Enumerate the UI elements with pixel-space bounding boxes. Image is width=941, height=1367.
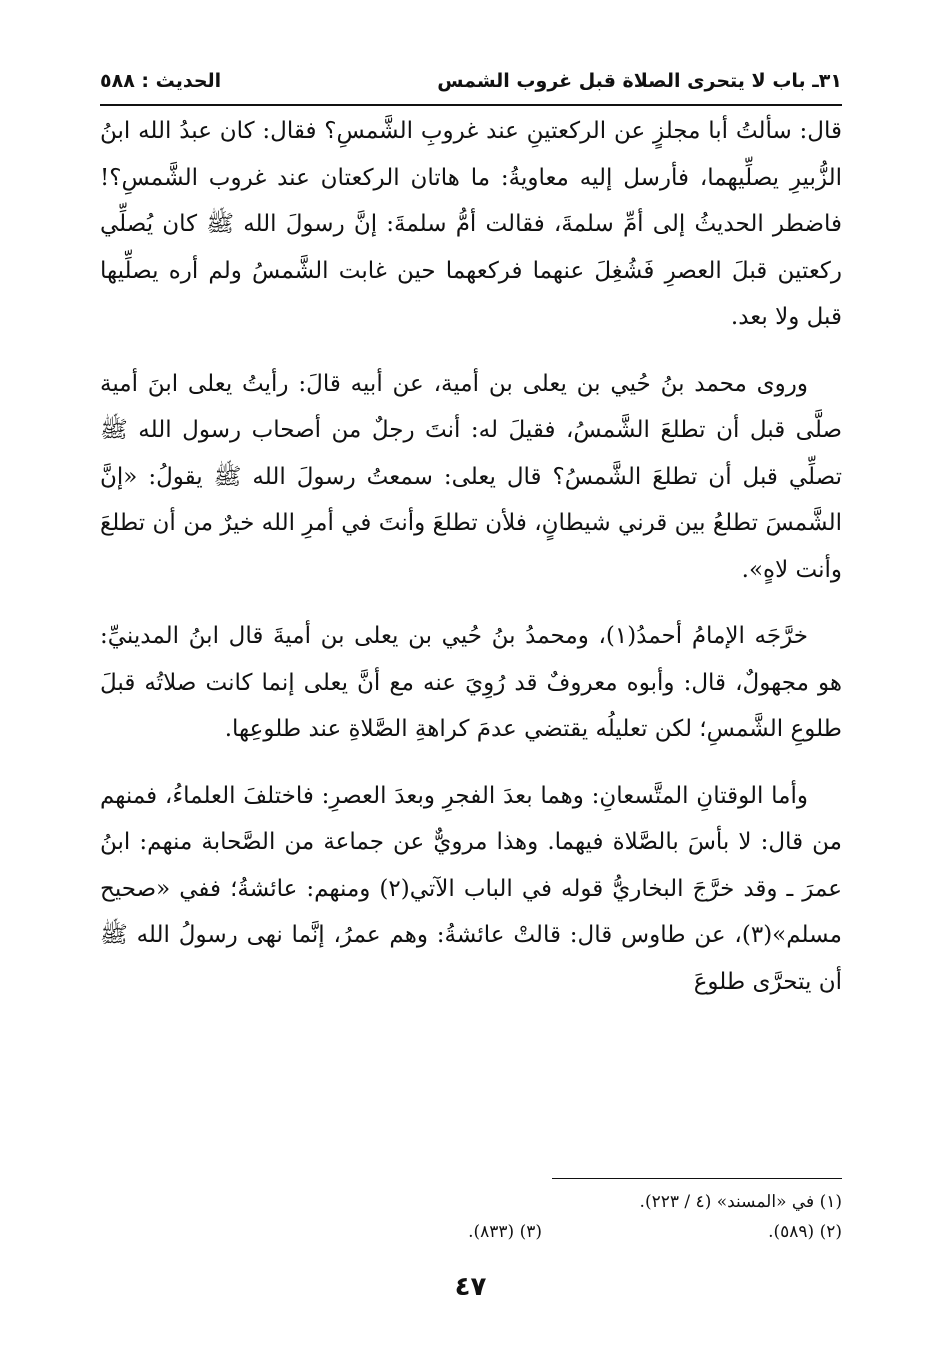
footnote-1: (١) في «المسند» (٤ / ٢٢٣). <box>639 1192 842 1212</box>
footnote-row <box>100 1217 842 1247</box>
hadith-reference: الحديث : ٥٨٨ <box>100 70 222 92</box>
paragraph: قال: سألتُ أبا مجلزٍ عن الركعتينِ عند غروبِ الشَّمسِ؟ فقال: كان عبدُ الله ابنُ الزُّبيرِ يصلِّيهما، فأرسل إليه معاويةُ: ما هاتان الركعتان عند غروب الشَّمسِ؟! فاضطر الحديثُ إلى أمِّ سلمةَ، فقالت أمُّ سلمةَ: إنَّ رسولَ الله ﷺ كان يُصلِّي ركعتين قبلَ العصرِ فَشُغِلَ عنهما فركعهما حين غابت الشَّمسُ ولم أره يصلِّيها قبل ولا بعد. <box>100 118 842 330</box>
footnotes <box>100 1178 842 1247</box>
chapter-title: ٣١ـ باب لا يتحرى الصلاة قبل غروب الشمس <box>437 70 842 92</box>
paragraph: وروى محمد بنُ حُيي بن يعلى بن أمية، عن أبيه قالَ: رأيتُ يعلى ابنَ أمية صلَّى قبل أن تطلعَ الشَّمسُ، فقيلَ له: أنتَ رجلٌ من أصحاب رسول الله ﷺ تصلِّي قبل أن تطلعَ الشَّمسُ؟ قال يعلى: سمعتُ رسولَ الله ﷺ يقولُ: «إنَّ الشَّمسَ تطلعُ بين قرني شيطانٍ، فلأن تطلعَ وأنتَ في أمرِ الله خيرٌ من أن تطلعَ وأنت لاهٍ». <box>100 370 842 583</box>
main-text <box>100 108 842 1025</box>
footnote-divider <box>552 1178 842 1179</box>
footnote-2: (٢) (٥٨٩). <box>768 1222 842 1242</box>
footnote-3: (٣) (٨٣٣). <box>468 1222 542 1242</box>
page-number: ٤٧ <box>454 1272 487 1302</box>
paragraph: وأما الوقتانِ المتَّسعانِ: وهما بعدَ الفجرِ وبعدَ العصرِ: فاختلفَ العلماءُ، فمنهم من قال: لا بأسَ بالصَّلاة فيهما. وهذا مرويٌّ عن جماعة من الصَّحابة منهم: ابنُ عمرَ ـ وقد خرَّجَ البخاريُّ قوله في الباب الآتي(٢) ومنهم: عائشةُ؛ ففي «صحيح مسلم»(٣)، عن طاوس قال: قالتْ عائشةُ: وهم عمرُ، إنَّما نهى رسولُ الله ﷺ أن يتحرَّى طلوعَ <box>100 782 842 995</box>
paragraph: خرَّجَه الإمامُ أحمدُ(١)، ومحمدُ بنُ حُيي بن يعلى بن أميةَ قال ابنُ المدينيِّ: هو مجهولٌ، قال: وأبوه معروفٌ قد رُوِيَ عنه مع أنَّ يعلى إنما كانت صلاتُه قبلَ طلوعِ الشَّمسِ؛ لكن تعليلُه يقتضي عدمَ كراهةِ الصَّلاةِ عند طلوعِها. <box>100 623 842 742</box>
page-header <box>100 58 842 106</box>
